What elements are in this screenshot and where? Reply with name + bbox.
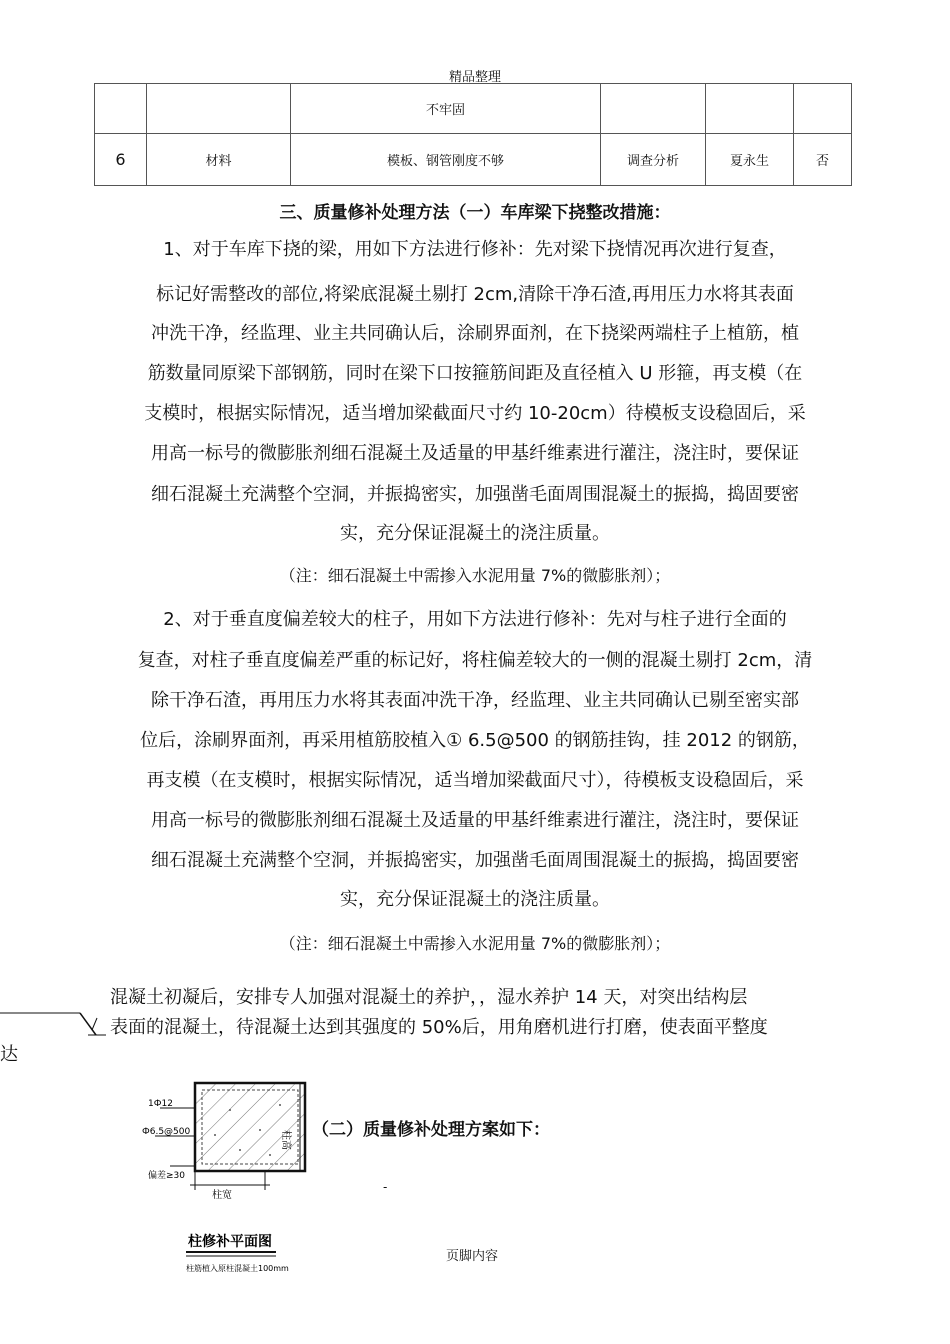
paragraph-line: 再支模（在支模时，根据实际情况，适当增加梁截面尺寸），待模板支设稳固后，采 — [146, 770, 804, 791]
paragraph-line: 实，充分保证混凝土的浇注质量。 — [340, 523, 610, 544]
paragraph-line: 混凝土初凝后，安排专人加强对混凝土的养护，，湿水养护 14 天，对突出结构层 — [110, 987, 748, 1008]
column-repair-plan-drawing — [140, 1080, 320, 1280]
stirrup-label: Ф6.5@500 — [142, 1127, 191, 1137]
paragraph-line: 支模时，根据实际情况，适当增加梁截面尺寸约 10-20cm）待模板支设稳固后，采 — [144, 403, 806, 424]
table-cell — [601, 84, 706, 134]
table-row — [95, 134, 852, 186]
paragraph-line: 复查，对柱子垂直度偏差严重的标记好，将柱偏差较大的一侧的混凝土剔打 2cm，清 — [137, 650, 813, 671]
paragraph-line: 冲洗干净，经监理、业主共同确认后，涂刷界面剂，在下挠梁两端柱子上植筋，植 — [151, 323, 799, 344]
drawing-caption: 柱修补平面图 — [188, 1234, 272, 1250]
column-section — [195, 1083, 305, 1171]
paragraph-line: 用高一标号的微膨胀剂细石混凝土及适量的甲基纤维素进行灌注，浇注时，要保证 — [151, 443, 799, 464]
table-cell: 夏永生 — [706, 134, 794, 186]
page-footer: 页脚内容 — [446, 1249, 499, 1264]
paragraph-line: 达 — [0, 1044, 18, 1065]
table-cell: 模板、钢管刚度不够 — [291, 134, 601, 186]
table-cell — [794, 84, 852, 134]
drawing-subcaption: 柱筋植入原柱混凝土100mm — [186, 1264, 289, 1273]
rebar-label: 1Ф12 — [148, 1099, 173, 1109]
margin-mark — [0, 1008, 110, 1038]
paragraph-line: 用高一标号的微膨胀剂细石混凝土及适量的甲基纤维素进行灌注，浇注时，要保证 — [151, 810, 799, 831]
deviation-label: 偏差≥30 — [148, 1171, 185, 1181]
paragraph-line: 筋数量同原梁下部钢筋，同时在梁下口按箍筋间距及直径植入 U 形箍，再支模（在 — [147, 363, 803, 384]
section-title: 三、质量修补处理方法（一）车库梁下挠整改措施： — [279, 203, 671, 223]
page-header: 精品整理 — [448, 70, 501, 85]
paragraph-line: 标记好需整改的部位,将梁底混凝土剔打 2cm,清除干净石渣,再用压力水将其表面 — [156, 284, 794, 305]
table-cell: 6 — [95, 134, 147, 186]
table-cell: 调查分析 — [601, 134, 706, 186]
table-cell — [95, 84, 147, 134]
note: （注：细石混凝土中需掺入水泥用量 7%的微膨胀剂）； — [279, 566, 671, 585]
paragraph-line: 2、对于垂直度偏差较大的柱子，用如下方法进行修补：先对与柱子进行全面的 — [163, 609, 787, 630]
paragraph-line: 实，充分保证混凝土的浇注质量。 — [340, 889, 610, 910]
table-cell — [706, 84, 794, 134]
width-label: 柱宽 — [212, 1190, 232, 1201]
paragraph-line: 位后，涂刷界面剂，再采用植筋胶植入① 6.5@500 的钢筋挂钩，挂 2012 的钢筋， — [140, 730, 810, 751]
issue-table — [94, 83, 852, 186]
paragraph-line: 表面的混凝土，待混凝土达到其强度的 50%后，用角磨机进行打磨，使表面平整度 — [110, 1017, 768, 1038]
table-cell — [147, 84, 291, 134]
paragraph-line: 细石混凝土充满整个空洞，并振捣密实，加强凿毛面周围混凝土的振捣，捣固要密 — [151, 484, 799, 505]
table-cell: 材料 — [147, 134, 291, 186]
section-subtitle: （二）质量修补处理方案如下： — [312, 1120, 550, 1140]
table-row — [95, 84, 852, 134]
paragraph-line: 1、对于车库下挠的梁，用如下方法进行修补：先对梁下挠情况再次进行复查， — [163, 239, 787, 260]
dash-mark: - — [383, 1180, 388, 1194]
table-cell: 否 — [794, 134, 852, 186]
height-label: 柱高 — [280, 1130, 291, 1150]
paragraph-line: 细石混凝土充满整个空洞，并振捣密实，加强凿毛面周围混凝土的振捣，捣固要密 — [151, 850, 799, 871]
note: （注：细石混凝土中需掺入水泥用量 7%的微膨胀剂）； — [279, 934, 671, 953]
paragraph-line: 除干净石渣，再用压力水将其表面冲洗干净，经监理、业主共同确认已剔至密实部 — [151, 690, 799, 711]
table-cell: 不牢固 — [291, 84, 601, 134]
